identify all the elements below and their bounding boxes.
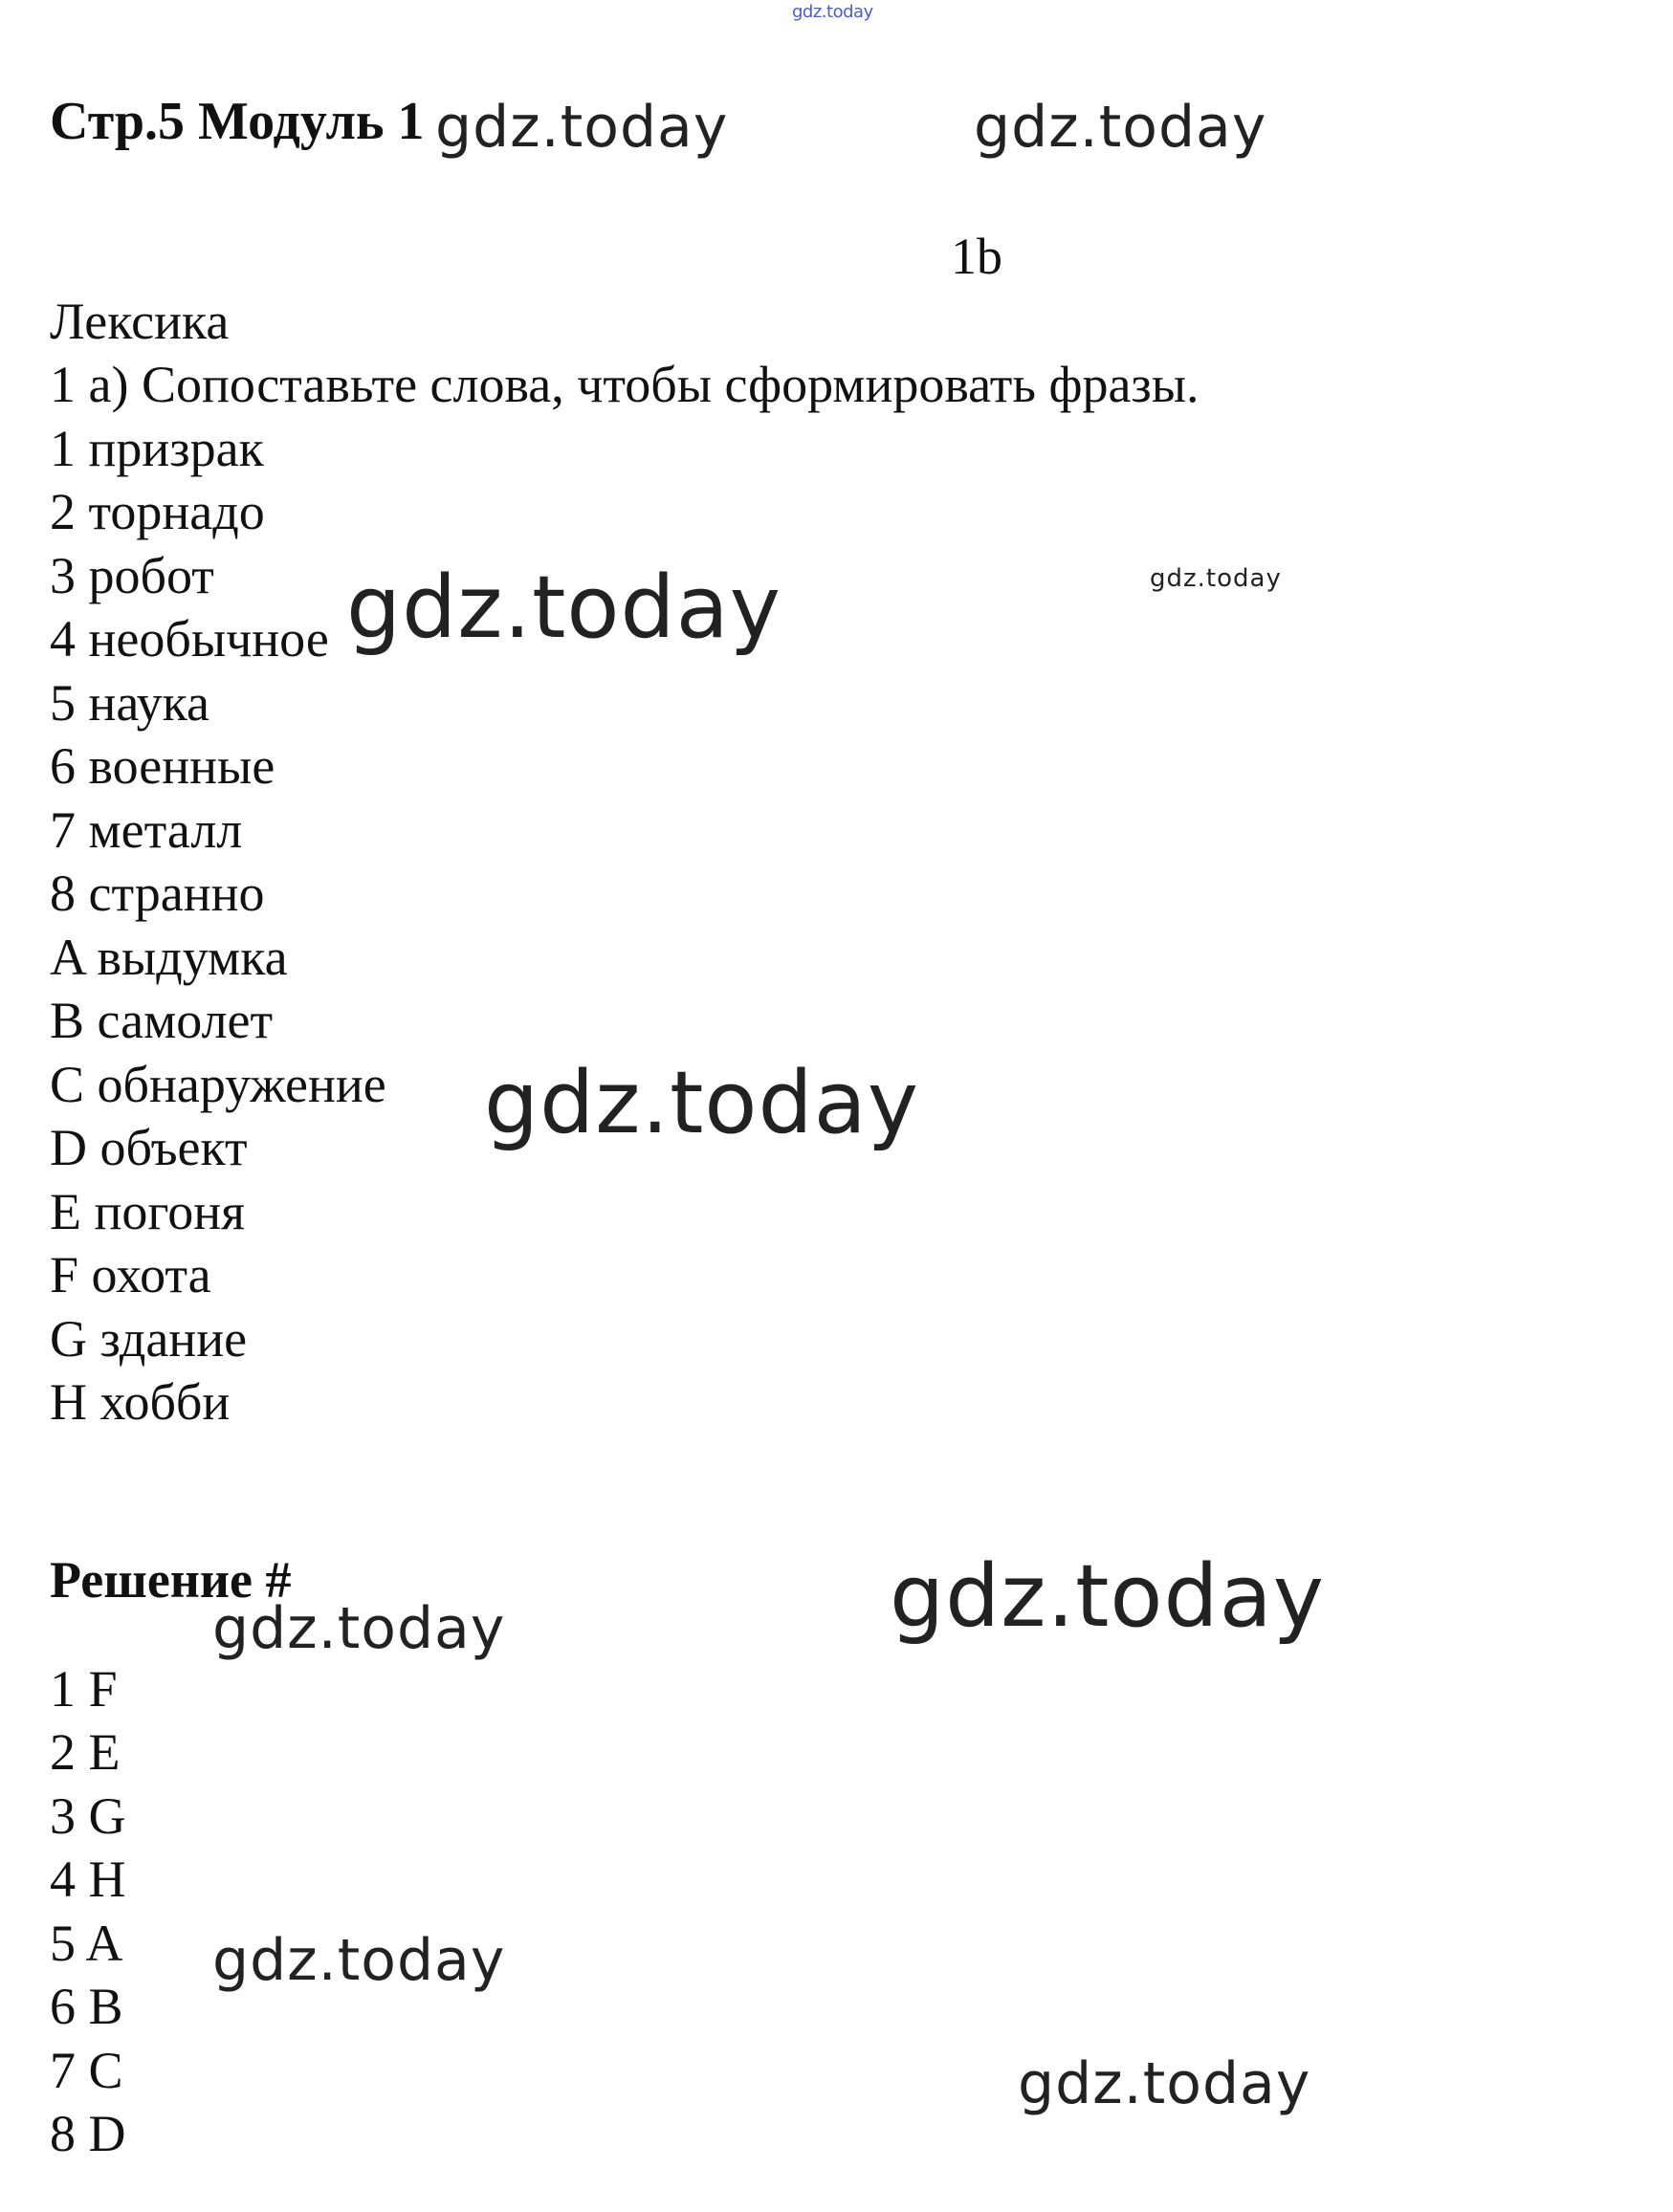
list-item: 2 торнадо xyxy=(50,483,265,540)
watermark: gdz.today xyxy=(890,1546,1326,1647)
section-heading: Лексика xyxy=(50,293,230,350)
list-item: H хобби xyxy=(50,1373,231,1431)
list-item: 4 необычное xyxy=(50,610,329,668)
list-item: 1 призрак xyxy=(50,420,264,477)
list-item: 7 C xyxy=(50,2042,123,2099)
task-instruction: 1 a) Сопоставьте слова, чтобы сформировать фразы. xyxy=(50,356,1200,413)
list-item: G здание xyxy=(50,1310,248,1368)
list-item: 5 наука xyxy=(50,674,210,732)
list-item: 3 робот xyxy=(50,547,214,604)
module-code: 1b xyxy=(951,228,1002,285)
watermark: gdz.today xyxy=(212,1595,506,1662)
watermark: gdz.today xyxy=(1018,2050,1311,2117)
list-item: 8 D xyxy=(50,2105,126,2162)
watermark: gdz.today xyxy=(974,94,1267,161)
watermark: gdz.today xyxy=(1150,564,1282,593)
watermark-top: gdz.today xyxy=(792,2,873,22)
watermark: gdz.today xyxy=(346,558,782,658)
list-item: 3 G xyxy=(50,1787,126,1845)
list-item: E погоня xyxy=(50,1183,245,1240)
list-item: D объект xyxy=(50,1119,248,1176)
watermark: gdz.today xyxy=(484,1053,920,1153)
watermark: gdz.today xyxy=(435,94,729,161)
list-item: 4 H xyxy=(50,1851,126,1908)
watermark: gdz.today xyxy=(212,1927,506,1994)
list-item: 7 металл xyxy=(50,801,243,859)
list-item: 1 F xyxy=(50,1660,118,1718)
list-item: B самолет xyxy=(50,992,274,1049)
list-item: 6 военные xyxy=(50,737,275,795)
list-item: C обнаружение xyxy=(50,1056,386,1113)
page-title: Стр.5 Модуль 1 xyxy=(50,92,425,151)
list-item: 2 E xyxy=(50,1723,121,1781)
solution-heading: Решение # xyxy=(50,1551,292,1609)
list-item: F охота xyxy=(50,1246,211,1303)
list-item: A выдумка xyxy=(50,929,288,986)
list-item: 5 A xyxy=(50,1915,123,1972)
list-item: 6 B xyxy=(50,1978,123,2035)
list-item: 8 странно xyxy=(50,865,265,922)
